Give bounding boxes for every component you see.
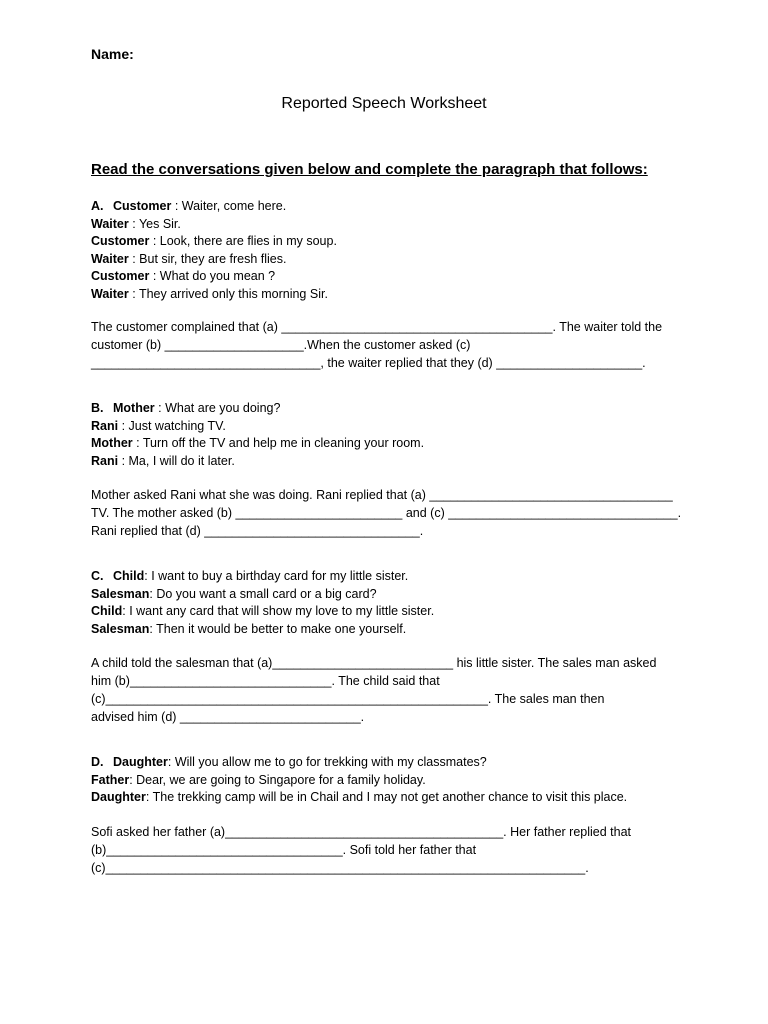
dialogue-line	[91, 453, 691, 471]
speaker-name: Child	[91, 604, 123, 619]
separator: :	[149, 234, 160, 249]
dialogue-text: Just watching TV.	[128, 418, 226, 433]
separator: :	[118, 418, 129, 433]
separator: :	[118, 453, 129, 468]
dialogue-line	[91, 198, 691, 216]
dialogue-line	[91, 286, 691, 304]
dialogue-text: Yes Sir.	[138, 216, 181, 231]
speaker-name: Daughter	[91, 790, 146, 805]
dialogue-text: But sir, they are fresh flies.	[139, 251, 287, 266]
dialogue-text: Do you want a small card or a big card?	[156, 586, 377, 601]
instruction-heading: Read the conversations given below and complete the paragraph that follows:	[91, 161, 648, 178]
speaker-name: Rani	[91, 453, 119, 468]
separator: :	[144, 569, 152, 583]
paragraph-line: TV. The mother asked (b) ________________________ and (c) _________________________________.	[91, 506, 682, 520]
dialogue-line	[91, 435, 691, 453]
separator: :	[154, 401, 166, 415]
section-letter: A.	[91, 199, 104, 213]
section-a-dialogue	[91, 198, 691, 304]
speaker-name: Child	[113, 569, 145, 583]
speaker-name: Customer	[113, 199, 172, 213]
speaker-name: Mother	[91, 436, 133, 451]
separator: :	[128, 251, 140, 266]
dialogue-text: Look, there are flies in my soup.	[159, 234, 337, 249]
section-c-paragraph	[91, 654, 681, 726]
separator: :	[145, 790, 153, 805]
speaker-name: Father	[91, 772, 130, 787]
speaker-name: Mother	[113, 401, 155, 415]
dialogue-text: What are you doing?	[165, 401, 281, 415]
section-a-paragraph	[91, 318, 681, 372]
dialogue-line	[91, 233, 691, 251]
paragraph-line: advised him (d) __________________________.	[91, 710, 365, 724]
name-label: Name:	[91, 46, 134, 62]
dialogue-text: Turn off the TV and help me in cleaning your room.	[142, 436, 425, 451]
separator: :	[129, 772, 137, 787]
separator: :	[149, 269, 160, 284]
speaker-name: Daughter	[113, 755, 168, 769]
dialogue-text: They arrived only this morning Sir.	[138, 286, 328, 301]
separator: :	[149, 586, 157, 601]
dialogue-line	[91, 621, 691, 639]
speaker-name: Rani	[91, 418, 119, 433]
dialogue-line	[91, 418, 691, 436]
paragraph-line: Rani replied that (d) _______________________________.	[91, 524, 424, 538]
section-d-dialogue	[91, 754, 691, 807]
section-b-paragraph	[91, 486, 681, 540]
dialogue-text: Ma, I will do it later.	[128, 453, 235, 468]
paragraph-line: (b)__________________________________. Sofi told her father that	[91, 843, 477, 857]
speaker-name: Salesman	[91, 586, 150, 601]
dialogue-line	[91, 268, 691, 286]
dialogue-line	[91, 754, 691, 772]
dialogue-text: What do you mean ?	[159, 269, 276, 284]
dialogue-text: Will you allow me to go for trekking with my classmates?	[174, 755, 487, 769]
paragraph-line: _________________________________, the waiter replied that they (d) _____________________.	[91, 356, 646, 370]
dialogue-text: Dear, we are going to Singapore for a family holiday.	[136, 772, 426, 787]
separator: :	[122, 604, 130, 619]
separator: :	[132, 436, 143, 451]
speaker-name: Waiter	[91, 286, 129, 301]
paragraph-line: (c)_______________________________________________________. The sales man then	[91, 692, 605, 706]
dialogue-text: I want any card that will show my love to my little sister.	[129, 604, 435, 619]
dialogue-line	[91, 216, 691, 234]
page-title: Reported Speech Worksheet	[281, 95, 487, 112]
separator: :	[167, 755, 175, 769]
paragraph-line: customer (b) ____________________.When the customer asked (c)	[91, 338, 471, 352]
dialogue-line	[91, 568, 691, 586]
dialogue-text: The trekking camp will be in Chail and I may not get another chance to visit this place.	[152, 790, 628, 805]
section-b-dialogue	[91, 400, 691, 470]
speaker-name: Waiter	[91, 251, 129, 266]
paragraph-line: (c)_____________________________________________________________________.	[91, 861, 589, 875]
section-d-paragraph	[91, 823, 681, 877]
paragraph-line: The customer complained that (a) _______________________________________. The waiter told the	[91, 320, 663, 334]
speaker-name: Customer	[91, 269, 150, 284]
dialogue-line	[91, 400, 691, 418]
speaker-name: Salesman	[91, 621, 150, 636]
separator: :	[128, 286, 139, 301]
dialogue-text: I want to buy a birthday card for my little sister.	[151, 569, 409, 583]
section-c-dialogue	[91, 568, 691, 638]
dialogue-text: Then it would be better to make one yourself.	[156, 621, 407, 636]
dialogue-line	[91, 251, 691, 269]
paragraph-line: Sofi asked her father (a)________________________________________. Her father replied that	[91, 825, 632, 839]
dialogue-line	[91, 772, 691, 790]
section-letter: B.	[91, 401, 104, 415]
dialogue-line	[91, 603, 691, 621]
speaker-name: Customer	[91, 234, 150, 249]
paragraph-line: him (b)_____________________________. The child said that	[91, 674, 440, 688]
dialogue-text: Waiter, come here.	[181, 199, 287, 213]
separator: :	[128, 216, 139, 231]
paragraph-line: A child told the salesman that (a)__________________________ his little sister. The sales man asked	[91, 656, 657, 670]
separator: :	[149, 621, 157, 636]
dialogue-line	[91, 789, 691, 807]
section-letter: D.	[91, 755, 104, 769]
dialogue-line	[91, 586, 691, 604]
section-letter: C.	[91, 569, 104, 583]
paragraph-line: Mother asked Rani what she was doing. Rani replied that (a) ___________________________________	[91, 488, 673, 502]
separator: :	[171, 199, 182, 213]
speaker-name: Waiter	[91, 216, 129, 231]
